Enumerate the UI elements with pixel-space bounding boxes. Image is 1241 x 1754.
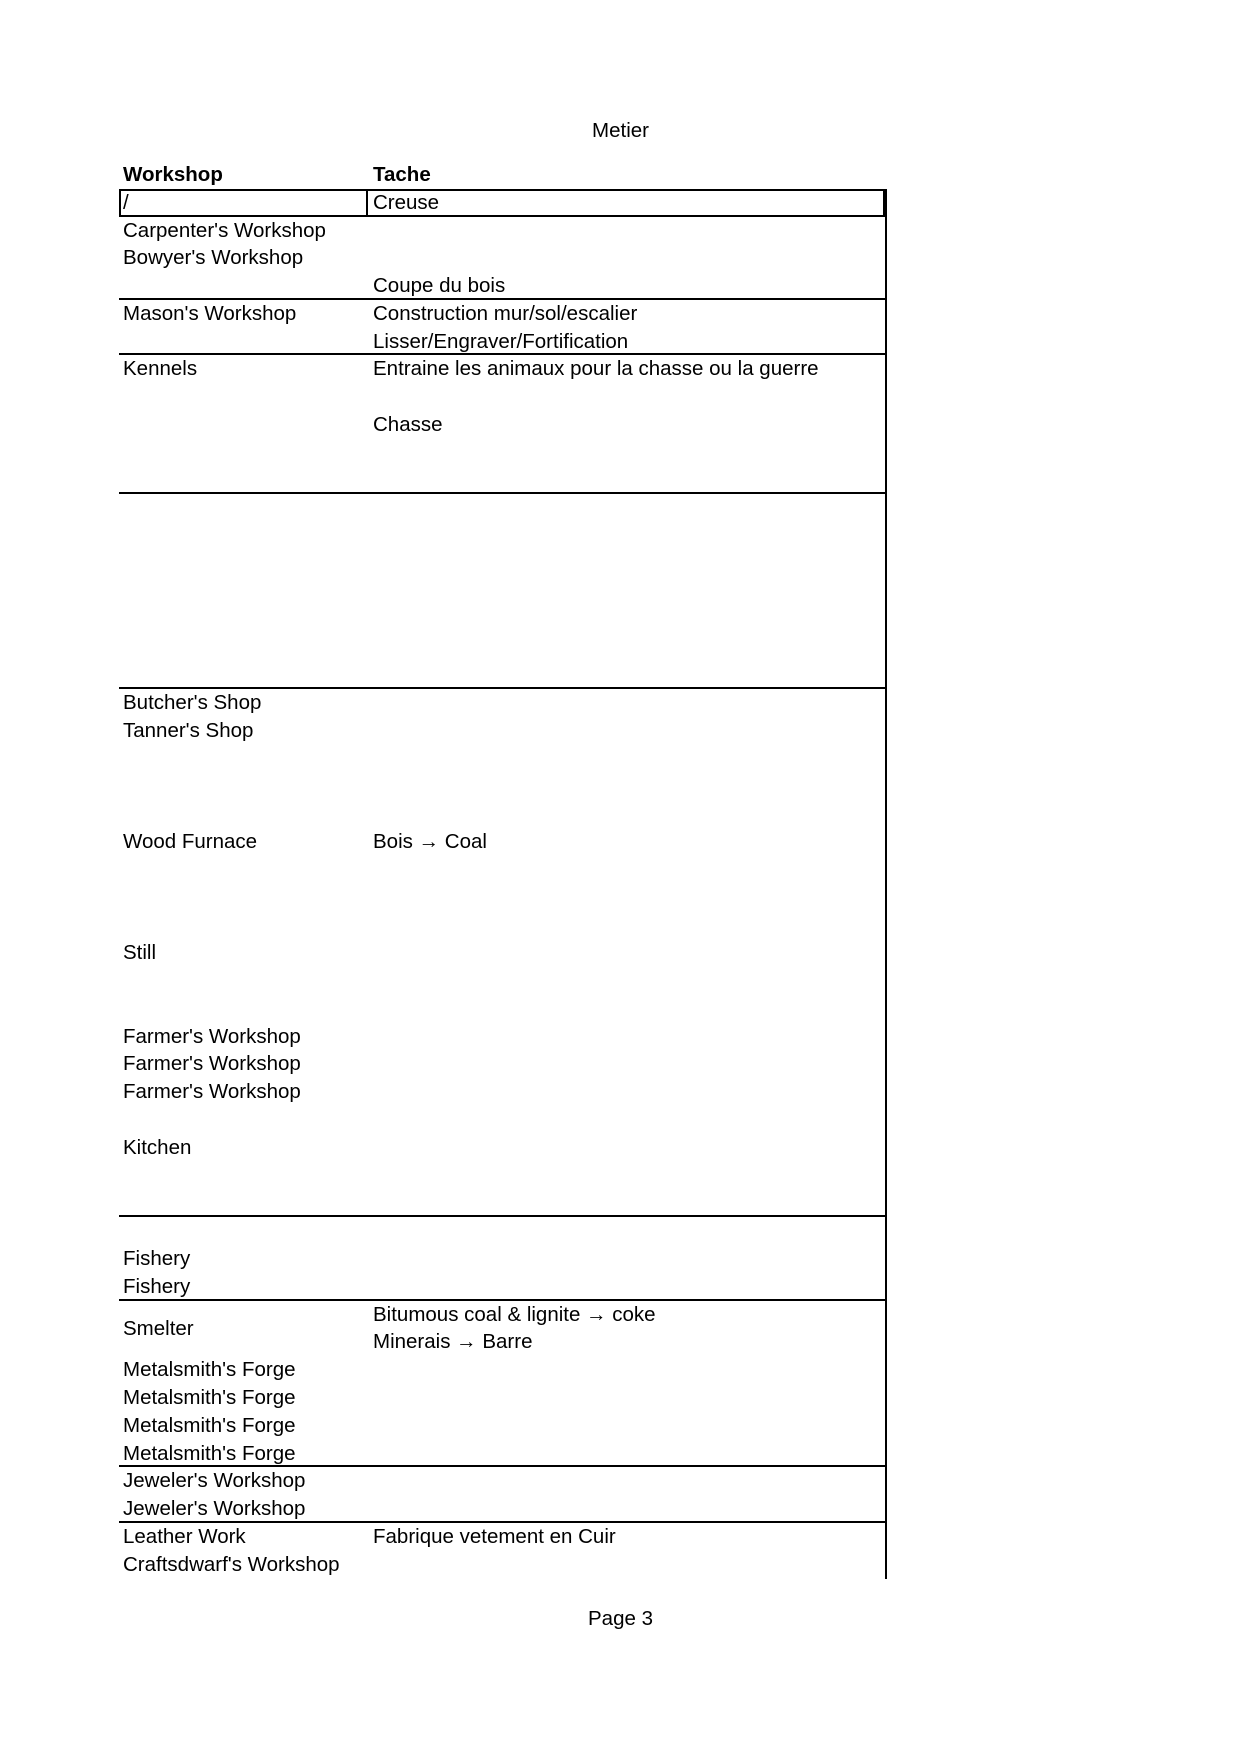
tache-cell — [366, 467, 885, 495]
tache-cell: Fabrique vetement en Cuir — [373, 1525, 616, 1549]
table-row — [119, 1217, 885, 1245]
workshop-cell — [119, 856, 366, 884]
table-row — [119, 355, 885, 383]
workshop-cell — [119, 1162, 366, 1190]
tache-line: Minerais → Barre — [373, 1330, 533, 1354]
table-row — [119, 1023, 885, 1051]
table-row — [119, 1356, 885, 1384]
table-section-empty-block — [119, 494, 885, 689]
table-row — [119, 689, 885, 717]
table-row — [119, 1273, 885, 1301]
table-row — [119, 1467, 885, 1495]
table-row — [119, 1245, 885, 1273]
table-row-double — [119, 1301, 885, 1357]
workshop-cell: Metalsmith's Forge — [123, 1441, 296, 1465]
workshop-cell — [119, 661, 366, 689]
table-row — [119, 800, 885, 828]
tache-cell — [366, 1301, 885, 1357]
table-row — [119, 1162, 885, 1190]
tache-cell — [366, 1134, 885, 1162]
workshop-cell: Farmer's Workshop — [123, 1024, 301, 1048]
table-row — [119, 494, 885, 522]
tache-cell — [366, 383, 885, 411]
table-section-food-and-farming — [119, 689, 885, 1217]
tache-cell — [366, 522, 885, 550]
workshop-cell — [119, 1189, 366, 1217]
workshop-cell: Mason's Workshop — [123, 301, 297, 325]
workshop-cell — [119, 995, 366, 1023]
tache-cell — [366, 1189, 885, 1217]
tache-cell — [366, 1412, 885, 1440]
workshop-cell: Tanner's Shop — [123, 718, 254, 742]
table-row — [119, 939, 885, 967]
workshop-cell — [119, 550, 366, 578]
workshop-cell — [119, 328, 366, 356]
table-row — [119, 1412, 885, 1440]
table-row — [119, 467, 885, 495]
tache-cell — [366, 1078, 885, 1106]
table-row — [119, 1384, 885, 1412]
table-row — [119, 1050, 885, 1078]
table-row — [119, 1106, 885, 1134]
tache-cell — [366, 494, 885, 522]
table-section-crafts — [119, 1523, 885, 1579]
table-row — [119, 550, 885, 578]
tache-cell — [366, 1106, 885, 1134]
tache-cell — [366, 995, 885, 1023]
tache-cell — [366, 606, 885, 634]
workshop-cell — [119, 606, 366, 634]
table-section-metalworking — [119, 1301, 885, 1468]
tache-cell: Lisser/Engraver/Fortification — [373, 329, 629, 353]
table-section-woodworking — [119, 217, 885, 300]
table-row — [119, 1078, 885, 1106]
workshop-cell: Still — [123, 941, 157, 965]
workshop-cell: Fishery — [123, 1247, 191, 1271]
workshop-cell — [119, 633, 366, 661]
table-body — [119, 189, 887, 1579]
tache-cell — [366, 244, 885, 272]
table-row — [119, 1440, 885, 1468]
tache-cell: Construction mur/sol/escalier — [373, 301, 638, 325]
workshop-cell: Bowyer's Workshop — [123, 246, 304, 270]
page-title: Metier — [592, 119, 649, 142]
table-row — [119, 522, 885, 550]
table-row — [119, 383, 885, 411]
table-row — [119, 717, 885, 745]
tache-cell — [366, 439, 885, 467]
tache-cell — [366, 884, 885, 912]
workshop-cell: Carpenter's Workshop — [123, 218, 326, 242]
table-section-fishing — [119, 1217, 885, 1300]
table-row — [119, 661, 885, 689]
workshop-cell: Craftsdwarf's Workshop — [123, 1552, 340, 1576]
workshop-cell — [119, 439, 366, 467]
table-row — [119, 856, 885, 884]
table-row — [119, 1551, 885, 1579]
table-row — [119, 217, 885, 245]
tache-cell — [366, 1050, 885, 1078]
tache-cell — [366, 550, 885, 578]
workshop-cell — [119, 578, 366, 606]
table-row — [119, 633, 885, 661]
tache-cell — [366, 689, 885, 717]
tache-cell — [366, 1162, 885, 1190]
workshop-cell — [119, 911, 366, 939]
table-row — [119, 995, 885, 1023]
workshop-cell: Wood Furnace — [123, 830, 258, 854]
workshop-cell: Metalsmith's Forge — [123, 1413, 296, 1437]
table-row — [119, 884, 885, 912]
table-row — [119, 1189, 885, 1217]
workshop-table — [119, 161, 887, 1579]
workshop-cell: Farmer's Workshop — [123, 1080, 301, 1104]
tache-cell: Entraine les animaux pour la chasse ou la guerre — [373, 357, 819, 381]
table-row — [119, 745, 885, 773]
workshop-cell — [119, 383, 366, 411]
workshop-cell: / — [123, 191, 129, 214]
workshop-cell: Jeweler's Workshop — [123, 1497, 306, 1521]
tache-cell — [366, 578, 885, 606]
tache-cell — [366, 967, 885, 995]
tache-cell: Creuse — [366, 191, 883, 215]
workshop-cell: Metalsmith's Forge — [123, 1386, 296, 1410]
workshop-cell — [119, 1106, 366, 1134]
tache-cell — [366, 661, 885, 689]
table-row — [119, 300, 885, 328]
tache-cell — [366, 1245, 885, 1273]
tache-cell — [366, 717, 885, 745]
tache-cell — [366, 633, 885, 661]
workshop-cell: Kennels — [123, 357, 198, 381]
workshop-cell: Jeweler's Workshop — [123, 1469, 306, 1493]
workshop-cell: Smelter — [123, 1316, 194, 1340]
tache-cell — [366, 939, 885, 967]
workshop-cell: Metalsmith's Forge — [123, 1358, 296, 1382]
tache-cell — [366, 1384, 885, 1412]
workshop-cell: Butcher's Shop — [123, 691, 262, 715]
tache-cell — [366, 745, 885, 773]
tache-cell — [366, 911, 885, 939]
header-row — [119, 161, 887, 189]
table-row — [119, 1495, 885, 1523]
tache-cell — [366, 1217, 885, 1245]
workshop-cell: Leather Work — [123, 1525, 246, 1549]
header-tache: Tache — [373, 163, 431, 186]
table-row — [119, 1134, 885, 1162]
workshop-cell — [119, 967, 366, 995]
tache-cell — [366, 1356, 885, 1384]
tache-cell — [366, 1495, 885, 1523]
workshop-cell — [119, 494, 366, 522]
table-row — [119, 1523, 885, 1551]
table-row — [119, 411, 885, 439]
table-row — [119, 272, 885, 300]
workshop-cell — [119, 1217, 366, 1245]
table-row — [119, 606, 885, 634]
workshop-cell — [119, 411, 366, 439]
tache-cell — [366, 1023, 885, 1051]
workshop-cell — [119, 800, 366, 828]
tache-cell — [366, 1273, 885, 1301]
box-row — [119, 189, 885, 217]
tache-cell: Chasse — [373, 413, 443, 437]
workshop-cell: Fishery — [123, 1274, 191, 1298]
table-row — [119, 439, 885, 467]
table-section-kennels — [119, 355, 885, 494]
tache-cell — [366, 1467, 885, 1495]
tache-cell: Bois → Coal — [373, 830, 487, 854]
workshop-cell — [119, 745, 366, 773]
tache-cell — [366, 1440, 885, 1468]
table-row — [119, 911, 885, 939]
table-section-jewelry — [119, 1467, 885, 1523]
table-row — [119, 828, 885, 856]
tache-line: Bitumous coal & lignite → coke — [373, 1302, 656, 1326]
workshop-cell — [119, 467, 366, 495]
workshop-cell — [119, 772, 366, 800]
page-footer: Page 3 — [588, 1607, 653, 1630]
tache-cell — [366, 1551, 885, 1579]
table-row — [119, 967, 885, 995]
header-workshop: Workshop — [123, 163, 223, 186]
table-row — [119, 578, 885, 606]
workshop-cell: Kitchen — [123, 1135, 192, 1159]
workshop-cell — [119, 884, 366, 912]
table-row — [119, 244, 885, 272]
tache-cell — [366, 856, 885, 884]
tache-cell: Coupe du bois — [373, 274, 506, 298]
workshop-cell: Farmer's Workshop — [123, 1052, 301, 1076]
table-row — [119, 328, 885, 356]
tache-cell — [366, 217, 885, 245]
table-section-masonry — [119, 300, 885, 356]
workshop-cell — [119, 272, 366, 300]
tache-cell — [366, 800, 885, 828]
table-row — [119, 772, 885, 800]
tache-cell — [366, 772, 885, 800]
workshop-cell — [119, 522, 366, 550]
